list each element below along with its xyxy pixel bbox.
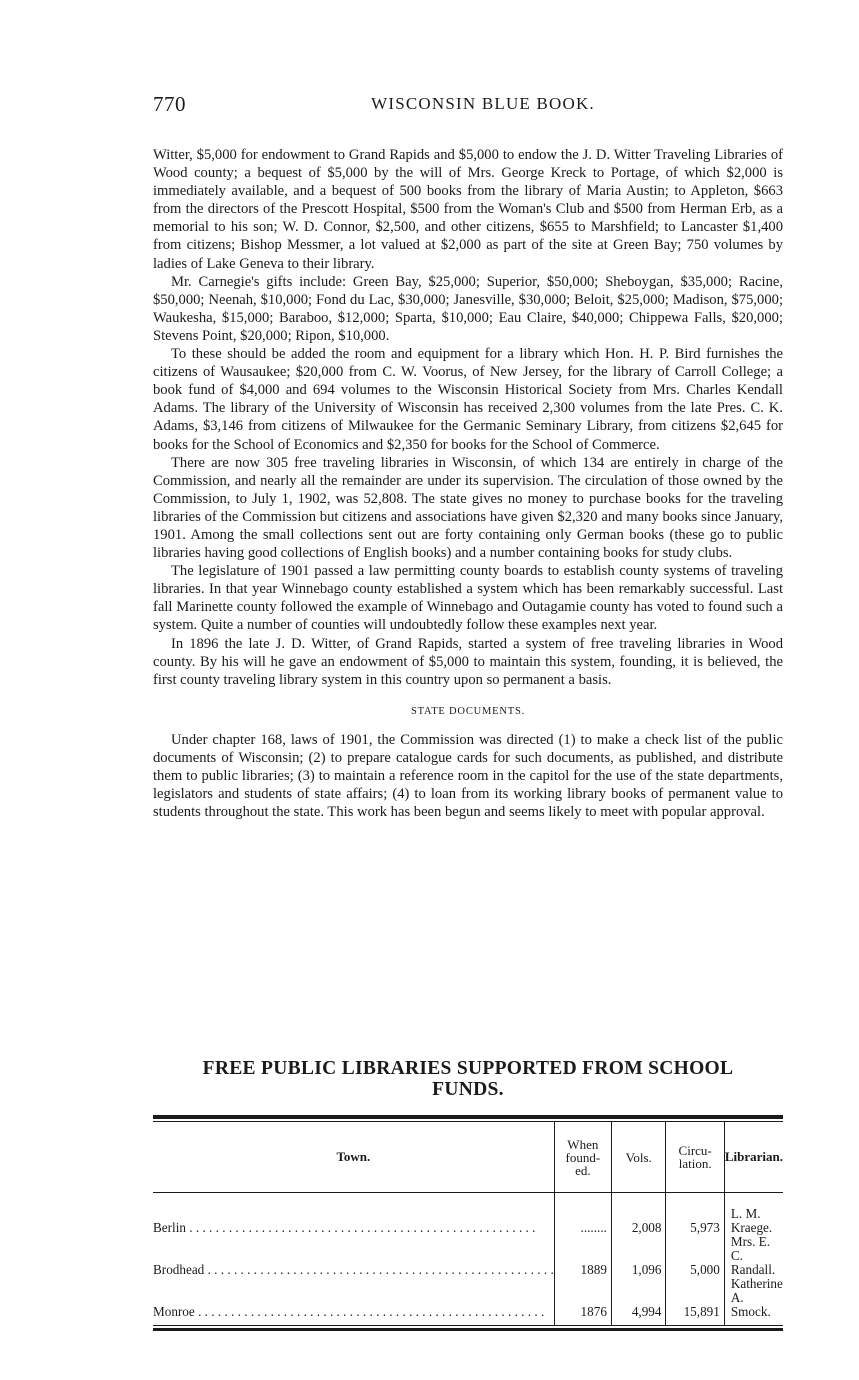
vols-cell: 2,008	[611, 1207, 666, 1235]
body-text	[153, 146, 783, 821]
paragraph: Mr. Carnegie's gifts include: Green Bay, $25,000; Superior, $50,000; Sheboygan, $35,000; Racine, $50,000; Neenah, $10,000; Fond du Lac, $30,000; Janesville, $30,000; Beloit, $25,000; Madison, $75,000; Waukesha, $15,000; Baraboo, $12,000; Sparta, $10,000; Eau Claire, $40,000; Chippewa Falls, $20,000; Stevens Point, $20,000; Ripon, $10,000.	[153, 273, 783, 344]
founded-cell: ........	[554, 1207, 611, 1235]
page-header	[153, 92, 783, 118]
header-line: Circu-	[678, 1143, 712, 1158]
paragraph: Under chapter 168, laws of 1901, the Commission was directed (1) to make a check list of the public documents of Wisconsin; (2) to prepare catalogue cards for such documents, as published, and distribute them to public libraries; (3) to maintain a reference room in the capitol for the use of the state departments, legislators and students of state affairs; (4) to loan from its working library books of permanent value to students throughout the state. This work has been begun and seems likely to meet with popular approval.	[153, 731, 783, 821]
table-title-line: FREE PUBLIC LIBRARIES SUPPORTED FROM SCHOOL	[202, 1058, 734, 1079]
table-title	[153, 1058, 783, 1100]
table-row	[153, 1235, 783, 1277]
header-line: When	[567, 1136, 599, 1152]
header-line: found-	[565, 1149, 601, 1165]
col-circulation-header	[666, 1122, 724, 1193]
table-row	[153, 1207, 783, 1235]
col-librarian-header: Librarian.	[724, 1122, 783, 1193]
col-vols-header: Vols.	[611, 1122, 666, 1193]
table-header-row	[153, 1122, 783, 1193]
circulation-cell: 5,000	[666, 1235, 724, 1277]
town-cell: Monroe . . .	[153, 1305, 554, 1319]
paragraph: In 1896 the late J. D. Witter, of Grand Rapids, started a system of free traveling libraries in Wood county. By his will he gave an endowment of $5,000 to maintain this system, founding, it is believed, the first county traveling library system in this country upon so permanent a basis.	[153, 635, 783, 688]
table	[153, 1122, 783, 1325]
town-cell: Berlin . . .	[153, 1221, 554, 1235]
page-number: 770	[153, 92, 186, 116]
running-head: WISCONSIN BLUE BOOK.	[371, 94, 595, 113]
librarian-cell: Mrs. E. C. Randall.	[730, 1234, 776, 1277]
header-line: lation.	[678, 1156, 712, 1171]
table-rule	[153, 1325, 783, 1326]
table-row	[153, 1277, 783, 1319]
librarian-cell: L. M. Kraege.	[730, 1206, 773, 1235]
table-rule	[153, 1115, 783, 1119]
vols-cell: 4,994	[611, 1277, 666, 1319]
founded-cell: 1876	[554, 1277, 611, 1319]
table-rule	[153, 1328, 783, 1331]
paragraph: To these should be added the room and equipment for a library which Hon. H. P. Bird furnishes the citizens of Wausaukee; $20,000 from C. W. Voorus, of New Jersey, for the library of Carroll College; a book fund of $4,000 and 694 volumes to the Wisconsin Historical Society from Mrs. Charles Kendall Adams. The library of the University of Wisconsin has received 2,300 volumes from the late Pres. C. K. Adams, $3,146 from citizens of Milwaukee for the Germanic Seminary Library, from citizens $2,645 for books for the School of Economics and $2,350 for books for the School of Commerce.	[153, 346, 783, 453]
founded-cell: 1889	[554, 1235, 611, 1277]
circulation-cell: 5,973	[666, 1207, 724, 1235]
header-line: ed.	[575, 1162, 591, 1178]
section-heading: STATE DOCUMENTS.	[410, 705, 526, 717]
paragraph: The legislature of 1901 passed a law permitting county boards to establish county systems of traveling libraries. In that year Winnebago county established a system which has been remarkably successful. Last fall Marinette county followed the example of Winnebago and Outagamie county has voted to found such a system. Quite a number of counties will undoubtedly follow these examples next year.	[153, 563, 783, 634]
libraries-table	[153, 1115, 783, 1331]
spacer-row	[153, 1193, 783, 1208]
town-cell: Brodhead . . .	[153, 1263, 554, 1277]
table-title-line: FUNDS.	[432, 1079, 504, 1100]
paragraph: There are now 305 free traveling libraries in Wisconsin, of which 134 are entirely in charge of the Commission, and nearly all the remainder are under its supervision. The circulation of those owned by the Commission, to July 1, 1902, was 52,808. The state gives no money to purchase books for the traveling libraries of the Commission but citizens and associations have given $2,320 and many books since January, 1901. Among the small collections sent out are forty containing only German books (these go to public libraries having good collections of English books) and a number containing books for study clubs.	[153, 454, 783, 562]
circulation-cell: 15,891	[666, 1277, 724, 1319]
col-founded-header	[554, 1122, 611, 1193]
vols-cell: 1,096	[611, 1235, 666, 1277]
librarian-cell: Katherine A. Smock.	[730, 1276, 783, 1319]
col-town-header: Town.	[153, 1122, 554, 1193]
paragraph: Witter, $5,000 for endowment to Grand Rapids and $5,000 to endow the J. D. Witter Traveling Libraries of Wood county; a bequest of $5,000 by the will of Mrs. George Kreck to Portage, of which $2,000 is immediately available, and a bequest of 500 books from the library of Maria Austin; to Appleton, $663 from the directors of the Prescott Hospital, $500 from the Woman's Club and $500 from Herman Erb, as a memorial to his son; W. D. Connor, $2,500, and other citizens, $655 to Marshfield; to Lancaster $1,400 from citizens; Bishop Messmer, a lot valued at $2,000 as part of the site at Green Bay; 750 volumes by ladies of Lake Geneva to their library.	[153, 147, 783, 272]
